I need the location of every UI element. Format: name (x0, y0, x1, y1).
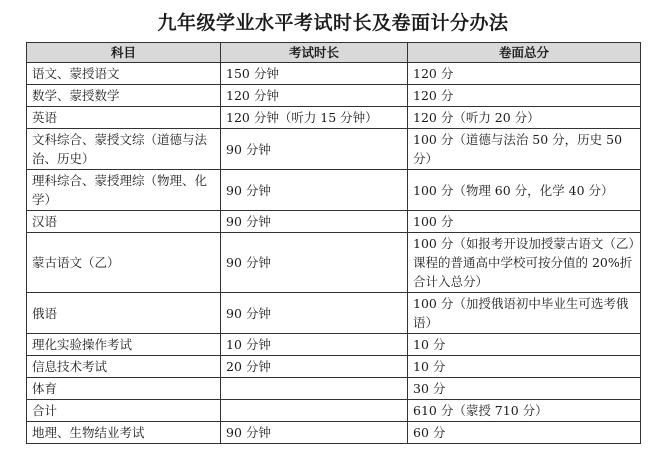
cell-score: 120 分 (408, 63, 641, 85)
table-header-row (27, 43, 641, 63)
cell-duration: 90 分钟 (221, 211, 408, 233)
cell-subject: 理化实验操作考试 (27, 334, 221, 356)
cell-score: 100 分（加授俄语初中毕业生可选考俄语） (408, 293, 641, 334)
cell-duration: 120 分钟（听力 15 分钟） (221, 107, 408, 129)
cell-score: 10 分 (408, 356, 641, 378)
cell-subject: 体育 (27, 378, 221, 400)
table-row (27, 129, 641, 170)
cell-duration: 90 分钟 (221, 170, 408, 211)
header-subject: 科目 (27, 43, 221, 63)
cell-duration: 90 分钟 (221, 129, 408, 170)
cell-subject: 理科综合、蒙授理综（物理、化学） (27, 170, 221, 211)
cell-subject: 文科综合、蒙授文综（道德与法治、历史） (27, 129, 221, 170)
cell-score: 60 分 (408, 422, 641, 444)
cell-duration: 90 分钟 (221, 422, 408, 444)
cell-duration: 20 分钟 (221, 356, 408, 378)
cell-score: 100 分（如报考开设加授蒙古语文（乙）课程的普通高中学校可按分值的 20%折合计入总分） (408, 233, 641, 293)
header-score: 卷面总分 (408, 43, 641, 63)
table-row (27, 356, 641, 378)
cell-score: 10 分 (408, 334, 641, 356)
cell-subject: 合计 (27, 400, 221, 422)
cell-subject: 语文、蒙授语文 (27, 63, 221, 85)
cell-score: 610 分（蒙授 710 分） (408, 400, 641, 422)
cell-duration: 10 分钟 (221, 334, 408, 356)
cell-subject: 蒙古语文（乙） (27, 233, 221, 293)
table-row (27, 293, 641, 334)
cell-score: 100 分 (408, 211, 641, 233)
table-row (27, 334, 641, 356)
cell-subject: 数学、蒙授数学 (27, 85, 221, 107)
table-row (27, 211, 641, 233)
cell-duration: 90 分钟 (221, 293, 408, 334)
cell-score: 120 分（听力 20 分） (408, 107, 641, 129)
cell-subject: 英语 (27, 107, 221, 129)
cell-duration (221, 378, 408, 400)
cell-subject: 俄语 (27, 293, 221, 334)
cell-score: 100 分（道德与法治 50 分，历史 50 分） (408, 129, 641, 170)
table-row (27, 378, 641, 400)
table-row (27, 233, 641, 293)
cell-subject: 汉语 (27, 211, 221, 233)
header-duration: 考试时长 (221, 43, 408, 63)
table-row (27, 422, 641, 444)
cell-duration: 150 分钟 (221, 63, 408, 85)
cell-score: 120 分 (408, 85, 641, 107)
cell-duration: 90 分钟 (221, 233, 408, 293)
table-row (27, 107, 641, 129)
cell-subject: 信息技术考试 (27, 356, 221, 378)
table-row (27, 63, 641, 85)
table-row (27, 85, 641, 107)
exam-table (26, 42, 641, 444)
cell-score: 100 分（物理 60 分，化学 40 分） (408, 170, 641, 211)
page-title: 九年级学业水平考试时长及卷面计分办法 (157, 12, 509, 34)
cell-score: 30 分 (408, 378, 641, 400)
cell-duration: 120 分钟 (221, 85, 408, 107)
table-row (27, 400, 641, 422)
cell-subject: 地理、生物结业考试 (27, 422, 221, 444)
table-row (27, 170, 641, 211)
cell-duration (221, 400, 408, 422)
